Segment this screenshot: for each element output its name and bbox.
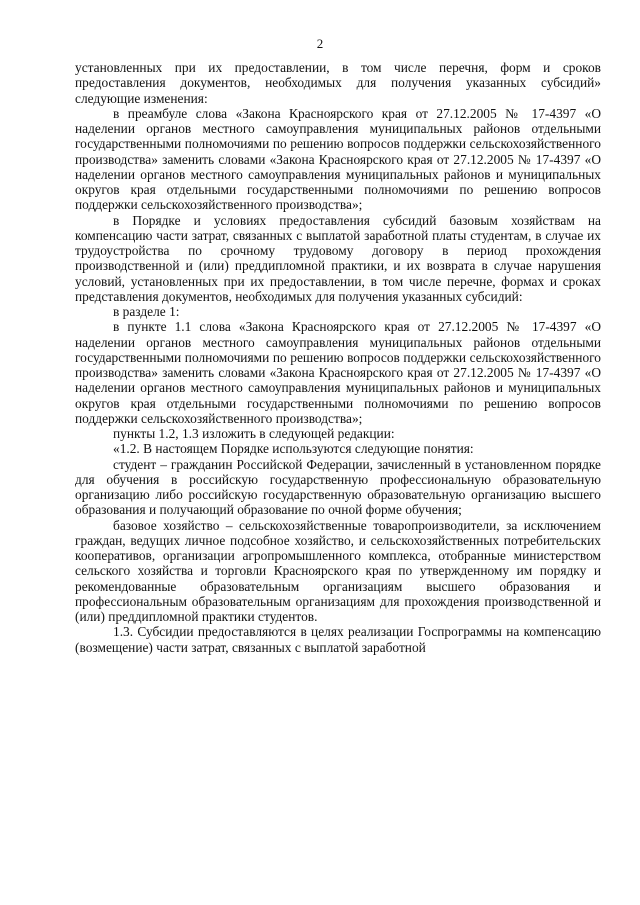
document-body [75, 60, 601, 655]
page-number: 2 [316, 36, 324, 51]
paragraph-procedure-title: в Порядке и условиях предоставления субсидий базовым хозяйствам на компенсацию части затрат, связанных с выплатой заработной платы студентам, в случае их трудоустройства по срочному трудовому договору в период прохождения производственной и (или) преддипломной практики, и их возврата в случае нарушения условий, установленных при их предоставлении, в том числе перечне, формах и сроках представления документов, необходимых для получения указанных субсидий: [75, 212, 601, 304]
paragraph-student-definition: студент – гражданин Российской Федерации, зачисленный в установленном порядке для обучения в российскую государственную профессиональную образовательную организацию либо российскую государственную образовательную организацию высшего образования и получающий образование по очной форме обучения; [75, 456, 601, 518]
paragraph-preamble-change: в преамбуле слова «Закона Красноярского края от 27.12.2005 № 17-4397 «О наделении органов местного самоуправления муниципальных районов отдельными государственными полномочиями по решению вопросов поддержки сельскохозяйственного производства» заменить словами «Закона Красноярского края от 27.12.2005 № 17-4397 «О наделении органов местного самоуправления муниципальных районов и муниципальных округов края отдельными государственными полномочиями по решению вопросов поддержки сельскохозяйственного производства»; [75, 105, 601, 213]
paragraph-items-1-2-1-3: пункты 1.2, 1.3 изложить в следующей редакции: [113, 426, 395, 441]
paragraph-item-1-3: 1.3. Субсидии предоставляются в целях реализации Госпрограммы на компенсацию (возмещение) части затрат, связанных с выплатой заработной [75, 624, 601, 655]
paragraph-continuation: установленных при их предоставлении, в том числе перечня, форм и сроков предоставления документов, необходимых для получения указанных субсидий» следующие изменения: [75, 60, 601, 106]
paragraph-base-farm-definition: базовое хозяйство – сельскохозяйственные товаропроизводители, за исключением граждан, ведущих личное подсобное хозяйство, и сельскохозяйственных потребительских кооперативов, организации агропромышленного комплекса, отобранные министерством сельского хозяйства и торговли Красноярского края по утвержденному им порядку и рекомендованные образовательным организациям высшего образования и профессиональным образовательным организациям для прохождения производственной и (или) преддипломной практики студентов. [75, 517, 601, 624]
paragraph-item-1-2: «1.2. В настоящем Порядке используются следующие понятия: [113, 441, 474, 457]
paragraph-section-1: в разделе 1: [113, 304, 180, 319]
paragraph-item-1-1: в пункте 1.1 слова «Закона Красноярского края от 27.12.2005 № 17-4397 «О наделении органов местного самоуправления муниципальных районов отдельными государственными полномочиями по решению вопросов поддержки сельскохозяйственного производства» заменить словами «Закона Красноярского края от 27.12.2005 № 17-4397 «О наделении органов местного самоуправления муниципальных районов и муниципальных округов края отдельными государственными полномочиями по решению вопросов поддержки сельскохозяйственного производства»; [75, 319, 601, 426]
